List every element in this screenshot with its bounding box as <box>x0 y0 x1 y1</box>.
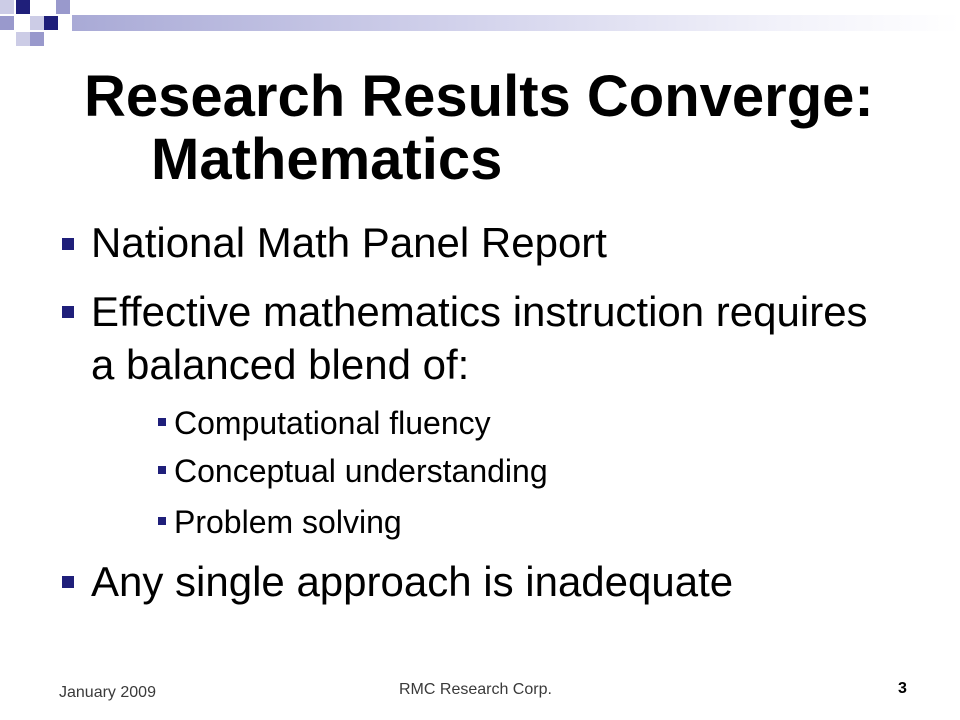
bullet-text-line: a balanced blend of: <box>91 341 470 388</box>
bullet-text-line: Any single approach is inadequate <box>91 558 734 605</box>
sub-bullet-text: Problem solving <box>174 504 402 540</box>
decor-square <box>56 0 70 14</box>
square-bullet-icon <box>158 517 166 525</box>
sub-bullet-text: Conceptual understanding <box>174 453 548 489</box>
decor-square <box>0 0 14 14</box>
footer-organization: RMC Research Corp. <box>399 681 552 698</box>
square-bullet-icon <box>62 306 74 318</box>
decor-square <box>0 16 14 30</box>
decor-square <box>44 16 58 30</box>
square-bullet-icon <box>62 238 74 250</box>
slide-title-line-1: Research Results Converge: <box>84 64 874 129</box>
square-bullet-icon <box>62 576 74 588</box>
sub-bullet-text: Computational fluency <box>174 405 491 441</box>
decor-square <box>16 0 30 14</box>
square-bullet-icon <box>158 418 166 426</box>
slide-number: 3 <box>898 680 907 697</box>
square-bullet-icon <box>158 466 166 474</box>
decor-square <box>30 32 44 46</box>
decor-square <box>16 32 30 46</box>
decor-square <box>30 16 44 30</box>
bullet-text-line: Effective mathematics instruction requires <box>91 288 868 335</box>
slide-title-line-2: Mathematics <box>151 127 503 192</box>
header-gradient-bar <box>72 15 960 31</box>
bullet-text-line: National Math Panel Report <box>91 219 607 266</box>
footer-date: January 2009 <box>59 684 156 701</box>
